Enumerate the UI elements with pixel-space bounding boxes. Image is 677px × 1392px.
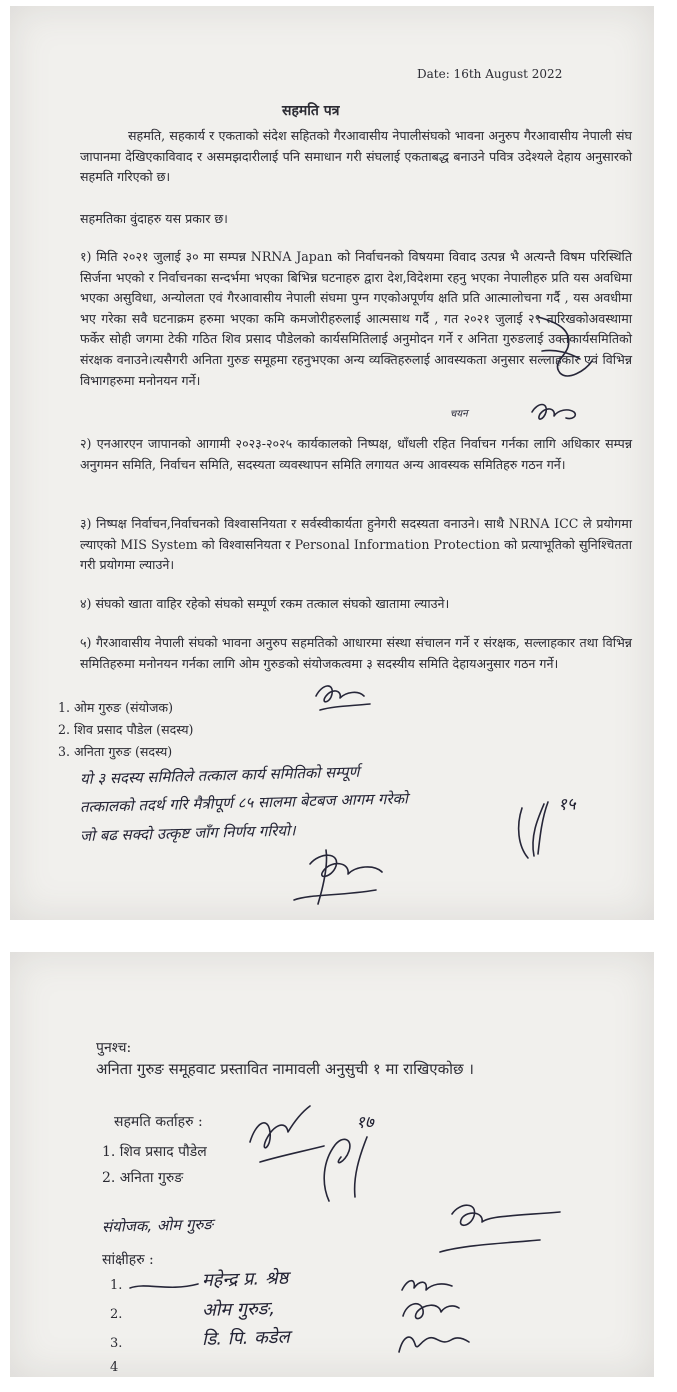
witness-number-2: 2. (110, 1307, 123, 1322)
handwritten-note-line-2: तत्कालको तदर्थ गरि मैत्रीपूर्ण ८५ सालमा बेटबज आगम गरेको (79, 789, 409, 816)
initials-signature-2 (310, 674, 380, 724)
point-2: २) एनआरएन जापानको आगामी २०२३-२०२५ कार्यकालको निष्पक्ष, धाँधली रहित निर्वाचन गर्नका लागि अधिकार सम्पन्न अनुगमन समिति, निर्वाचन समिति, सदस्यता व्यवस्थापन समिति लगायत अन्य आवस्यक समितिहरु गठन गर्ने। (80, 436, 632, 472)
ps-label: पुनश्च: (96, 1040, 132, 1056)
committee-member-1: 1. ओम गुरुङ (संयोजक) (58, 700, 174, 715)
witnesses-label: सांक्षीहरु : (102, 1252, 154, 1268)
strikethrough-mark (128, 1278, 200, 1296)
point-4: ४) संघको खाता वाहिर रहेको संघको सम्पूर्ण रकम तत्काल संघको खातामा ल्याउने। (80, 596, 450, 611)
witness-signature-3 (393, 1326, 473, 1360)
margin-bracket-mark (530, 311, 600, 386)
initials-signature-1 (528, 398, 588, 428)
signatory-2: 2. अनिता गुरुङ (102, 1170, 184, 1186)
main-signature-page-1 (280, 844, 390, 914)
point-5: ५) गैरआवासीय नेपाली संघको भावना अनुरुप सहमतिको आधारमा संस्था संचालन गर्ने र संरक्षक, सल्लाहकार तथा विभिन्न समितिहरुमा मनोनयन गर्नका लागि ओम गुरुङको संयोजकत्वमा ३ सदस्यीय समिति देहायअनुसार गठन गर्ने। (80, 635, 632, 671)
committee-member-3: 3. अनिता गुरुङ (सदस्य) (58, 744, 173, 759)
witness-name-3: डि. पि. कडेल (201, 1326, 290, 1350)
point-1: १) मिति २०२१ जुलाई ३० मा सम्पन्न NRNA Japan को निर्वाचनको विषयमा विवाद उत्पन्न भै अत्यन्तै विषम परिस्थिति सिर्जना भएको र निर्वाचनका सन्दर्भमा भएका बिभिन्न घटनाहरु द्वारा देश,विदेशमा रहनु भएका नेपालीहरु प्रति यस अवधिमा भएका असुविधा, अन्योलता एवं गैरआवासीय नेपाली संघमा पुग्न गएकोअपूर्णय क्षति प्रति आत्मालोचना गर्दै , यस अवधीमा भए गरेका सवै घटनाक्रम हरुमा भएका कमि कमजोरीहरुलाई आत्मसाथ गर्दै , गत २०२१ जुलाई २९ तारिखकोअवस्थामा फर्केर सोही जगमा टेकी गठित शिव प्रसाद पौडेलको कार्यसमितिलाई अनुमोदन गर्ने र अनिता गुरुङलाई उक्तकार्यसमितिको संरक्षक वनाउने।त्यसैगरी अनिता गुरुङ समूहमा रहनुभएका अन्य व्यक्तिहरुलाई आवस्यकता अनुसार सल्लाहकार एवं विभिन्न विभागहरुमा मनोनयन गर्ने। (80, 249, 632, 388)
point-3: ३) निष्पक्ष निर्वाचन,निर्वाचनको विश्वासनियता र सर्वस्वीकार्यता हुनेगरी सदस्यता वनाउने। साथै NRNA ICC ले प्रयोगमा ल्याएको MIS System को विश्वासनियता र Personal Information Protection को प्रत्याभूतिको सुनिश्चितता गरी प्रयोगमा ल्याउने। (80, 516, 632, 573)
margin-note: चयन (449, 408, 468, 420)
signature-signatory-2 (315, 1127, 375, 1207)
document-title: सहमति पत्र (282, 103, 340, 119)
document-page-2 (10, 952, 654, 1377)
witness-signature-2 (395, 1294, 465, 1328)
witness-number-4: 4 (110, 1360, 119, 1375)
signatories-label: सहमति कर्ताहरु : (114, 1114, 203, 1130)
points-intro: सहमतिका वुंदाहरु यस प्रकार छ। (80, 211, 228, 226)
handwritten-date-2: १७ (355, 1112, 374, 1133)
witness-number-1: 1. (110, 1278, 123, 1293)
committee-member-2: 2. शिव प्रसाद पौडेल (सदस्य) (58, 722, 194, 737)
handwritten-note-line-3: जो बढ सक्दो उत्कृष्ट जाँग निर्णय गरियो। (79, 821, 296, 845)
signature-coordinator (430, 1192, 570, 1262)
witness-number-3: 3. (110, 1336, 123, 1351)
handwritten-note-line-1: यो ३ सदस्य समितिले तत्काल कार्य समितिको सम्पूर्ण (79, 762, 360, 788)
signature-tick-mark (508, 796, 558, 866)
document-page-1 (10, 6, 654, 920)
handwritten-date-1: १५ (557, 794, 576, 815)
witness-name-1: महेन्द्र प्र. श्रेष्ठ (201, 1267, 289, 1291)
witness-name-2: ओम गुरुङ, (201, 1298, 276, 1321)
document-date: Date: 16th August 2022 (417, 67, 563, 81)
intro-paragraph: सहमति, सहकार्य र एकताको संदेश सहितको गैरआवासीय नेपालीसंघको भावना अनुरुप गैरआवासीय नेपाली संघ जापानमा देखिएकाविवाद र असमझदारीलाई पनि समाधान गरी संघलाई एकताबद्ध बनाउने पवित्र उदेश्यले देहाय अनुसारको सहमति गरिएको छ। (80, 128, 632, 185)
coordinator-line: संयोजक, ओम गुरुङ (101, 1215, 214, 1236)
signatory-1: 1. शिव प्रसाद पौडेल (102, 1144, 207, 1160)
ps-text: अनिता गुरुङ समूहवाट प्रस्तावित नामावली अनुसुची १ मा राखिएकोछ । (96, 1060, 474, 1078)
